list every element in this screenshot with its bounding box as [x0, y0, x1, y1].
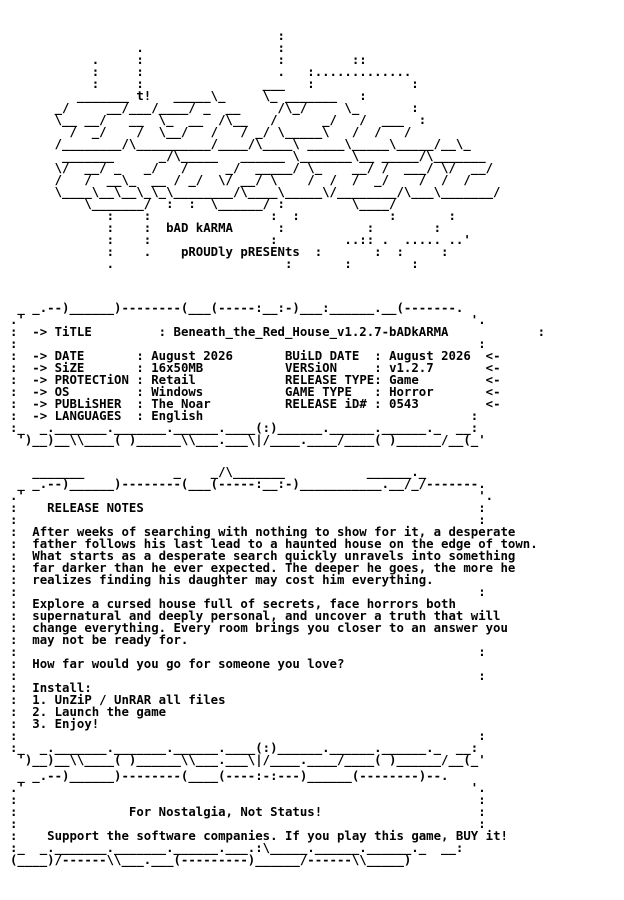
release-info-box: _ _.--)______)--------(___(-----:__:-)___:______.__(-------. .' '. : -> TiTLE : Beneath_the_Red_House_v1.2.7-bADkARMA : : : : -> DATE : August 2026 BUiLD DATE : August 2026 <- : -> SiZE : 16x50MB VERSiON : v1.2.7 <- : -> PROTECTiON : Retail RELEASE TYPE: Game <- : -> OS : Windows GAME TYPE : Horror <- : -> PUBLiSHER : The Noar RELEASE iD# : 0543 <- : -> LANGUAGES : English : :_ _._______._______.______.____(:)______.______.______._ __: ')__)__\\____( )______\\___.___\|/____.____/____( )______/__(_' [10, 301, 546, 447]
notes-question: How far would you go for someone you love? [32, 657, 345, 671]
version-label: VERSiON [285, 361, 338, 375]
release-id-value: 0543 [389, 397, 419, 411]
notes-line: change everything. Every room brings you closer to an answer you [32, 621, 508, 635]
group-presents: pROUDly pRESENts [180, 245, 300, 259]
game-type-label: GAME TYPE [285, 385, 352, 399]
title-value: Beneath_the_Red_House_v1.2.7-bADkARMA [173, 325, 449, 339]
title-label: TiTLE [54, 325, 92, 339]
release-notes-box: _______ _ _/\_______ ______._ _ _.--)______)--------(___(-----:__:-)___________.__/_/-------. .' '. : RELEASE NOTES : : : : After weeks of searching with nothing to show for it, a desperate : father follows his last lead to a haunted house on the edge of town. : What starts as a desperate search quickly unravels into something : far darker than he ever expected. The deeper he goes, the more he : realizes finding his daughter may cost him everything. : : : Explore a cursed house full of secrets, face horrors both : supernatural and deeply personal, and uncover a truth that will : change everything. Every room brings you closer to an answer you : may not be ready for. : : : How far would you go for someone you love? : : : Install: : 1. UnZiP / UnRAR all files : 2. Launch the game : 3. Enjoy! : : :_ _._______._______.______.____(:)______.______.______._ __: ')__)__\\____( )______\\___.___\|/____.____/____( )______/__(_' [10, 465, 538, 767]
notes-line: realizes finding his daughter may cost him everything. [32, 573, 434, 587]
languages-label: LANGUAGES [54, 409, 122, 423]
group-name: bAD kARMA [166, 221, 233, 235]
build-date-label: BUiLD DATE [285, 349, 360, 363]
protection-label: PROTECTiON [54, 373, 129, 387]
ascii-logo: : . : . : : :: : : . :............. : : ___ : : _______ t! _____\_ \_ _______ : _/ __/___/____/ _ __ /\_/ \_ : \__ __/ __ \_ __ /\__ / _/ / ___ : / _/ / \__/ / / _/ \_____\ / / / /________/\__________/____/\____\ _____\_____\_____/__\_ _______ _/\_____ ______ \_______\__ _____/\_______ \/ __/ _ _/ / _/ _____/ \_ __/ / ___/ \/ __/ / / __\_ __ / _/ \/ __/ \ / / / _/ / / / \____\__\__\_\_\________/\____\_____\/________/\___\_______/ \_______/ : : \______/ : \____/ : : : : : : : : bAD kARMA : : : : : : ..:: . ..... ..' : . pROUDly pRESENts : : : : . : : : [54, 29, 501, 271]
size-value: 16x50MB [151, 361, 204, 375]
build-date-value: August 2026 [389, 349, 471, 363]
install-step: 2. Launch the game [32, 705, 167, 719]
publisher-value: The Noar [151, 397, 211, 411]
notes-line: father follows his last lead to a haunted house on the edge of town. [32, 537, 538, 551]
date-value: August 2026 [151, 349, 233, 363]
notes-line: What starts as a desperate search quickly unravels into something [32, 549, 516, 563]
version-value: v1.2.7 [389, 361, 434, 375]
notes-line: Explore a cursed house full of secrets, face horrors both [32, 597, 456, 611]
protection-value: Retail [151, 373, 196, 387]
footer-motto: For Nostalgia, Not Status! [128, 805, 323, 819]
notes-line: After weeks of searching with nothing to show for it, a desperate [32, 525, 516, 539]
footer-support: Support the software companies. If you play this game, BUY it! [47, 829, 508, 843]
game-type-value: Horror [389, 385, 434, 399]
install-step: 1. UnZiP / UnRAR all files [32, 693, 226, 707]
date-label: DATE [54, 349, 85, 363]
notes-line: supernatural and deeply personal, and uncover a truth that will [32, 609, 501, 623]
publisher-label: PUBLiSHER [54, 397, 122, 411]
release-type-value: Game [389, 373, 419, 387]
release-type-label: RELEASE TYPE [285, 373, 375, 387]
release-id-label: RELEASE iD# [285, 397, 367, 411]
install-heading: Install: [32, 681, 92, 695]
notes-line: may not be ready for. [32, 633, 189, 647]
group-logo-mark: t! [136, 89, 152, 103]
size-label: SiZE [54, 361, 85, 375]
languages-value: English [151, 409, 204, 423]
install-step: 3. Enjoy! [32, 717, 100, 731]
notes-heading: RELEASE NOTES [47, 501, 144, 515]
footer-box: _ _.--)______)--------(____(----:-:---)______(--------)--. .' '. : : : For Nostalgia, Not Status! : : : : Support the software companies. If you play this game, BUY it! :_ _._______._______.______.___.:\_____.______.______._ __: (____)/------\\___.___(---------)______/------\\_____) [10, 769, 508, 867]
os-value: Windows [151, 385, 204, 399]
notes-line: far darker than he ever expected. The deeper he goes, the more he [32, 561, 516, 575]
os-label: OS [54, 385, 70, 399]
